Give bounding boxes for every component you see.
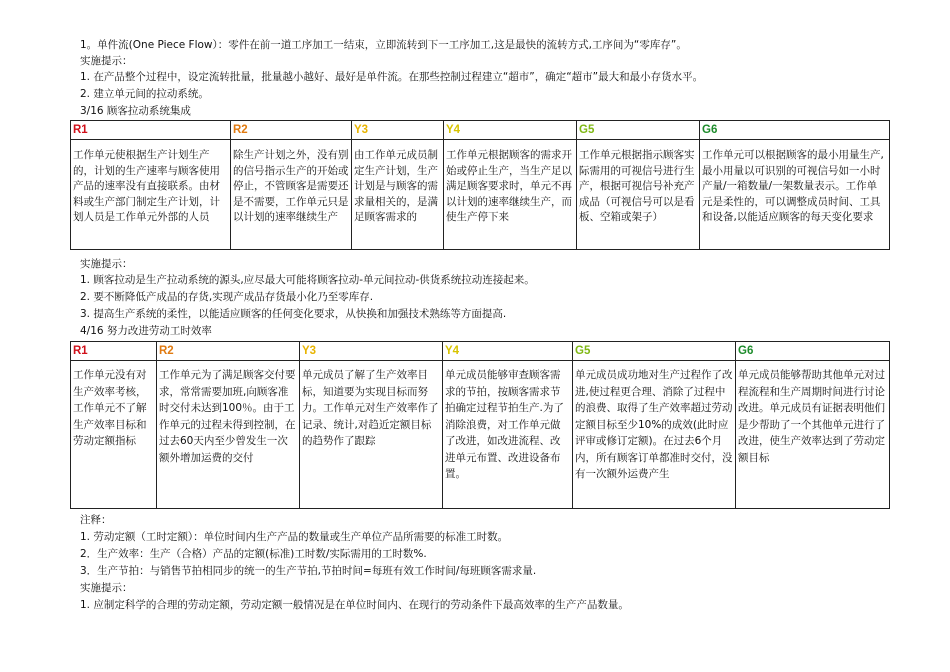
notes-tip-1: 1. 应制定科学的合理的劳动定额，劳动定额一般情况是在单位时间内、在现行的劳动条件下最高效率的生产产品数量。 <box>80 599 629 611</box>
section4-header-row <box>71 342 890 361</box>
intro-tip-2: 2. 建立单元间的拉动系统。 <box>80 88 209 100</box>
section3-content-row <box>71 140 890 250</box>
section3-cell-r1: 工作单元使根据生产计划生产的，计划的生产速率与顾客使用产品的速率没有直接联系。由材料或生产部门制定生产计划，计划人员是工作单元外部的人员 <box>71 140 231 250</box>
note-2: 2．生产效率：生产（合格）产品的定额(标准)工时数/实际需用的工时数%. <box>80 548 427 560</box>
section3-tips-label: 实施提示： <box>80 258 133 270</box>
section4-cell-y3: 单元成员了解了生产效率目标，知道要为实现目标而努力。工作单元对生产效率作了记录、统计,对趋近定额目标的趋势作了跟踪 <box>300 361 443 509</box>
section3-table <box>70 120 890 250</box>
notes-label: 注释： <box>80 514 112 526</box>
section4-cell-r1: 工作单元没有对生产效率考核，工作单元不了解生产效率目标和劳动定额指标 <box>71 361 157 509</box>
section3-header-r1: R1 <box>71 121 231 140</box>
section4-header-y3: Y3 <box>300 342 443 361</box>
section3-header-y3: Y3 <box>352 121 444 140</box>
section3-cell-y3: 由工作单元成员制定生产计划，生产计划是与顾客的需求量相关的，是满足顾客需求的 <box>352 140 444 250</box>
section3-tip-2: 2. 要不断降低产成品的存货,实现产成品存货最小化乃至零库存. <box>80 291 374 303</box>
section3-cell-g6: 工作单元可以根据顾客的最小用量生产,最小用量以可识别的可视信号如一小时产量/一箱数量/一架数量表示。工作单元是柔性的，可以调整成员时间、工具和设备,以能适应顾客的每天变化要求 <box>700 140 890 250</box>
section3-header-y4: Y4 <box>444 121 577 140</box>
section4-cell-g6: 单元成员能够帮助其他单元对过程流程和生产周期时间进行讨论改进。单元成员有证据表明他们是少帮助了一个其他单元进行了改进，使生产效率达到了劳动定额目标 <box>736 361 890 509</box>
section3-header-r2: R2 <box>231 121 352 140</box>
section3-tip-3: 3. 提高生产系统的柔性，以能适应顾客的任何变化要求，从快换和加强技术熟练等方面提高. <box>80 308 507 320</box>
section4-header-g6: G6 <box>736 342 890 361</box>
intro-tips-label: 实施提示： <box>80 55 133 67</box>
section4-title: 4/16 努力改进劳动工时效率 <box>80 325 212 337</box>
section3-cell-y4: 工作单元根据顾客的需求开始或停止生产，当生产足以满足顾客要求时，单元不再以计划的速率继续生产，而使生产停下来 <box>444 140 577 250</box>
section3-header-g5: G5 <box>577 121 700 140</box>
section3-cell-r2: 除生产计划之外，没有别的信号指示生产的开始或停止，不管顾客是需要还是不需要，工作单元只是以计划的速率继续生产 <box>231 140 352 250</box>
section4-header-g5: G5 <box>573 342 736 361</box>
section4-cell-g5: 单元成员成功地对生产过程作了改进,使过程更合理、消除了过程中的浪费、取得了生产效率超过劳动定额目标至少10%的成效(此时应评审或修订定额)。在过去6个月内，所有顾客订单都准时交付，没有一次额外运费产生 <box>573 361 736 509</box>
intro-item-1: 1。单件流(One Piece Flow）：零件在前一道工序加工一结束，立即流转到下一工序加工,这是最快的流转方式,工序间为“零库存”。 <box>80 39 687 51</box>
notes-tips-label: 实施提示： <box>80 582 133 594</box>
section4-header-r1: R1 <box>71 342 157 361</box>
section3-header-g6: G6 <box>700 121 890 140</box>
section3-header-row <box>71 121 890 140</box>
note-3: 3．生产节拍：与销售节拍相同步的统一的生产节拍,节拍时间=每班有效工作时间/每班顾客需求量. <box>80 565 537 577</box>
section4-content-row <box>71 361 890 509</box>
section4-header-r2: R2 <box>157 342 300 361</box>
section3-cell-g5: 工作单元根据指示顾客实际需用的可视信号进行生产，根据可视信号补充产成品（可视信号可以是看板、空箱或架子） <box>577 140 700 250</box>
intro-tip-1: 1. 在产品整个过程中，设定流转批量，批量越小越好、最好是单件流。在那些控制过程建立“超市”，确定“超市”最大和最小存货水平。 <box>80 71 704 83</box>
section4-cell-r2: 工作单元为了满足顾客交付要求，常常需要加班,向顾客准时交付未达到100％。由于工作单元的过程未得到控制，在过去60天内至少曾发生一次额外增加运费的交付 <box>157 361 300 509</box>
section4-header-y4: Y4 <box>443 342 573 361</box>
section4-table <box>70 341 890 509</box>
section3-tip-1: 1. 顾客拉动是生产拉动系统的源头,应尽最大可能将顾客拉动-单元间拉动-供货系统拉动连接起来。 <box>80 274 535 286</box>
note-1: 1. 劳动定额（工时定额）：单位时间内生产产品的数量或生产单位产品所需要的标准工时数。 <box>80 531 509 543</box>
section4-cell-y4: 单元成员能够审查顾客需求的节拍，按顾客需求节拍确定过程节拍生产.为了消除浪费，对工作单元做了改进，如改进流程、改进单元布置、改进设备布置。 <box>443 361 573 509</box>
section3-title: 3/16 顾客拉动系统集成 <box>80 105 191 117</box>
